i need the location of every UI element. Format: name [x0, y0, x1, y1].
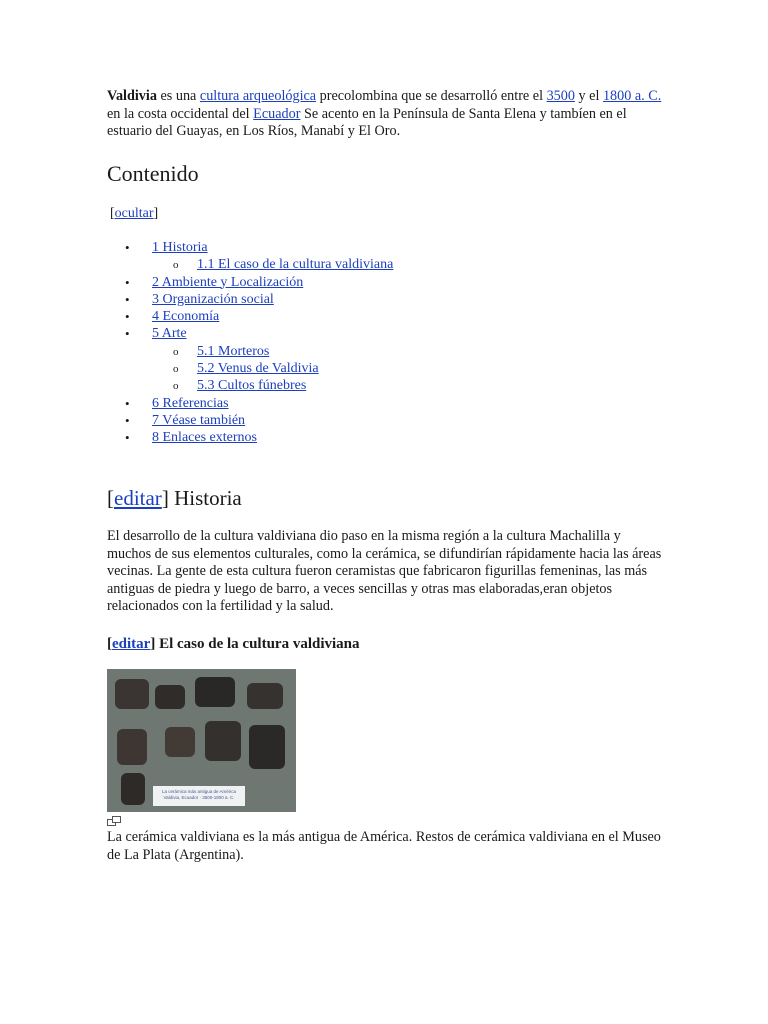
- toc-toggle: [110, 205, 158, 222]
- pottery-shard: [247, 683, 283, 709]
- intro-text-4: en la costa occidental del: [107, 105, 254, 122]
- intro-text-2: precolombina que se desarrolló entre el: [316, 88, 547, 104]
- edit-caso-link[interactable]: editar: [112, 636, 151, 652]
- toc-item: [107, 256, 507, 273]
- pottery-shard: [205, 721, 241, 761]
- edit-bracket-close: ]: [161, 486, 169, 510]
- heading-historia-text: Historia: [168, 486, 242, 510]
- toc-link-economia[interactable]: 4 Economía: [152, 309, 220, 325]
- toc-item: [107, 377, 507, 394]
- toc-item: [107, 308, 507, 325]
- link-cultura-arqueologica[interactable]: cultura arqueológica: [199, 88, 317, 104]
- museum-label-title: La cerámica más antigua de América: [161, 789, 237, 794]
- pottery-shard: [115, 679, 149, 709]
- toc-list: [107, 239, 507, 447]
- toc-item: [107, 343, 507, 360]
- heading-caso-cultura-valdiviana: [107, 634, 360, 654]
- toc-item: [107, 412, 507, 429]
- toc-link-organizacion-social[interactable]: 3 Organización social: [152, 291, 274, 307]
- edit-bracket-open: [: [107, 636, 112, 652]
- toc-link-ambiente[interactable]: 2 Ambiente y Localización: [152, 274, 304, 290]
- toc-item: [107, 395, 507, 412]
- edit-bracket-close: ]: [150, 636, 156, 652]
- link-ecuador[interactable]: Ecuador: [253, 105, 301, 122]
- toc-link-cultos-funebres[interactable]: 5.3 Cultos fúnebres: [197, 378, 307, 394]
- toc-link-historia[interactable]: 1 Historia: [152, 240, 208, 255]
- edit-historia-link[interactable]: editar: [114, 486, 162, 510]
- pottery-shard: [117, 729, 147, 765]
- pottery-shard: [121, 773, 145, 805]
- image-caption: La cerámica valdiviana es la más antigua de América. Restos de cerámica valdiviana en el Museo de La Plata (Argentina).: [107, 829, 661, 863]
- edit-bracket-open: [: [107, 486, 114, 510]
- pottery-shard: [165, 727, 195, 757]
- pottery-shard: [155, 685, 185, 709]
- toc-item: [107, 239, 507, 256]
- pottery-shard: [249, 725, 285, 769]
- toc-item: [107, 325, 507, 342]
- toc-item: [107, 274, 507, 291]
- intro-text-3: y el: [574, 88, 603, 104]
- toc-item: [107, 360, 507, 377]
- intro-paragraph: [107, 88, 667, 141]
- toc-link-morteros[interactable]: 5.1 Morteros: [197, 343, 270, 359]
- ceramica-valdiviana-image[interactable]: [107, 669, 296, 812]
- intro-term: Valdivia: [107, 88, 157, 104]
- museum-label: [153, 786, 245, 806]
- toc-hide-link[interactable]: ocultar: [114, 206, 154, 221]
- toc-link-referencias[interactable]: 6 Referencias: [152, 395, 229, 411]
- museum-label-subtitle: Valdivia, Ecuador · 3500-1800 a. C.: [163, 795, 235, 800]
- heading-historia: [107, 484, 242, 512]
- pottery-shard: [195, 677, 235, 707]
- toc-link-vease-tambien[interactable]: 7 Véase también: [152, 412, 246, 428]
- enlarge-icon[interactable]: [107, 816, 121, 826]
- toc-link-arte[interactable]: 5 Arte: [152, 326, 187, 342]
- intro-text-5: Se acento en la Península de Santa Elena y tambíen en el estuario del Guayas, en Los Ríos, Manabí y El Oro.: [107, 105, 627, 139]
- toc-link-enlaces-externos[interactable]: 8 Enlaces externos: [152, 430, 257, 446]
- link-1800-ac[interactable]: 1800 a. C.: [602, 88, 662, 104]
- historia-paragraph: El desarrollo de la cultura valdiviana dio paso en la misma región a la cultura Machalilla y muchos de sus elementos culturales, como la cerámica, se difundirían rápidamente hacia las áreas vecinas. La gente de esta cultura fueron ceramistas que fabricaron figurillas femeninas, las más antiguas de piedra y luego de barro, a veces sencillas y otras mas elaboradas,eran objetos relacionados con la fertilidad y la salud.: [107, 528, 662, 615]
- intro-text-1: es una: [156, 88, 200, 104]
- toc-item: [107, 291, 507, 308]
- toc-link-caso-cultura-valdiviana[interactable]: 1.1 El caso de la cultura valdiviana: [197, 257, 394, 273]
- toc-title: Contenido: [107, 161, 199, 186]
- link-3500[interactable]: 3500: [546, 88, 575, 104]
- toc-toggle-bracket-close: ]: [153, 206, 159, 221]
- heading-caso-text: El caso de la cultura valdiviana: [155, 636, 360, 652]
- toc-link-venus-de-valdivia[interactable]: 5.2 Venus de Valdivia: [197, 361, 319, 377]
- toc-item: [107, 429, 507, 446]
- toc-toggle-bracket-open: [: [110, 206, 115, 221]
